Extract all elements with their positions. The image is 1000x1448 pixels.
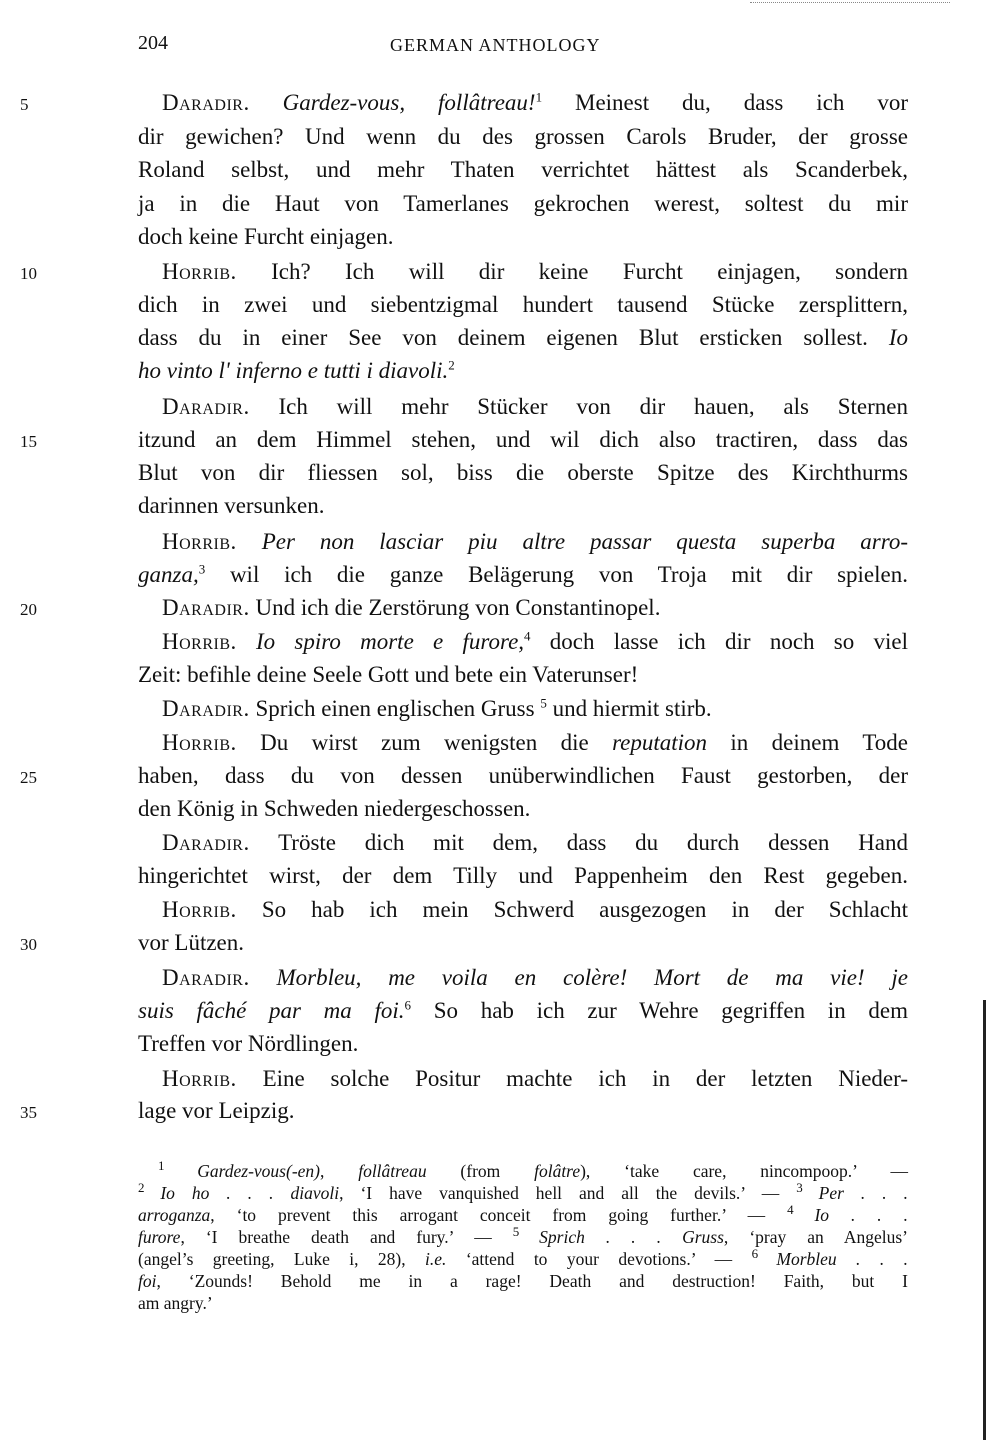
line-text: [138, 794, 908, 824]
text-segment: ganza,: [138, 562, 199, 587]
footnote-segment: , ‘I have vanquished hell and all the devils.’ —: [339, 1183, 797, 1203]
text-segment: So hab ich mein Schwerd ausgezogen in der Schlacht: [236, 897, 908, 922]
text-line: [20, 928, 908, 958]
text-segment: vor Lützen.: [138, 930, 245, 955]
line-text: [138, 458, 908, 488]
line-number: 35: [20, 1103, 37, 1122]
text-segment: [250, 965, 277, 990]
line-text: [138, 761, 908, 791]
text-segment: So hab ich zur Wehre gegriffen in dem: [411, 998, 908, 1023]
text-segment: wil ich die ganze Belägerung von Troja mit dir spielen.: [205, 562, 908, 587]
footnote-segment: Sprich . . . Gruss: [539, 1227, 724, 1247]
footnote-segment: am angry.’: [138, 1293, 213, 1313]
line-text: [138, 527, 908, 557]
text-segment: Sprich einen englischen Gruss: [249, 696, 541, 721]
running-title: GERMAN ANTHOLOGY: [390, 35, 601, 55]
line-number: 15: [20, 432, 37, 451]
text-line: [20, 88, 908, 118]
text-segment: lage vor Leipzig.: [138, 1098, 295, 1123]
line-text: [138, 895, 908, 925]
footnote-line: [138, 1270, 908, 1292]
text-segment: Und ich die Zerstörung von Constantinopel.: [249, 595, 661, 620]
footnote-segment: , ‘pray an Angelus’: [723, 1227, 909, 1247]
footnote-segment: , ‘I breathe death and fury.’ —: [180, 1227, 513, 1247]
line-text: [138, 323, 908, 353]
text-segment: Treffen vor Nördlingen.: [138, 1031, 359, 1056]
text-segment: Ich will mehr Stücker von dir hauen, als Sternen: [249, 394, 908, 419]
speaker-name: Daradir.: [162, 696, 250, 721]
footnote-segment: arroganza: [138, 1205, 211, 1225]
footnote-ref: 5: [540, 695, 547, 711]
text-line: [138, 1029, 908, 1059]
text-line: [138, 189, 908, 219]
text-line: [138, 155, 908, 185]
text-line: [20, 257, 908, 287]
text-line: [138, 290, 908, 320]
text-segment: Io spiro morte e furore,: [256, 629, 525, 654]
footnote-number: 3: [796, 1180, 819, 1196]
footnote-number: 4: [787, 1202, 815, 1218]
text-line: [20, 761, 908, 791]
line-text: [138, 222, 908, 252]
text-segment: Morbleu, me voila en colère! Mort de ma vie! je: [276, 965, 908, 990]
line-text: [138, 356, 908, 386]
line-text: [138, 627, 908, 657]
text-line: [20, 593, 908, 623]
text-line: [138, 627, 908, 657]
text-line: [138, 122, 908, 152]
line-text: [138, 290, 908, 320]
footnote-line: [138, 1248, 908, 1270]
footnote-ref: 3: [198, 561, 206, 577]
text-segment: den König in Schweden niedergeschossen.: [138, 796, 531, 821]
text-line: [138, 222, 908, 252]
footnote-line: [158, 1160, 908, 1182]
text-line: [20, 1096, 908, 1126]
footnote-segment: (from: [426, 1161, 535, 1181]
footnote-segment: ), ‘take care, nincompoop.’ —: [580, 1161, 908, 1181]
footnote-line: [138, 1204, 908, 1226]
text-segment: Tröste dich mit dem, dass du durch dessen Hand: [249, 830, 908, 855]
line-text: [138, 660, 908, 690]
scan-artifact: [750, 2, 950, 3]
text-segment: Zeit: befihle deine Seele Gott und bete ein Vaterunser!: [138, 662, 639, 687]
speaker-name: Horrib.: [162, 897, 237, 922]
footnote-number: 6: [751, 1246, 777, 1262]
text-line: [138, 356, 908, 386]
text-line: [138, 963, 908, 993]
line-text: [138, 122, 908, 152]
line-number: 10: [20, 264, 37, 283]
line-text: [138, 189, 908, 219]
text-segment: in deinem Tode: [707, 730, 908, 755]
text-line: [138, 1064, 908, 1094]
text-segment: doch keine Furcht einjagen.: [138, 224, 394, 249]
line-text: [138, 1029, 908, 1059]
footnote-segment: (angel’s greeting, Luke i, 28),: [138, 1249, 426, 1269]
text-segment: Io: [888, 325, 908, 350]
text-line: [138, 660, 908, 690]
text-segment: Roland selbst, und mehr Thaten verrichtet hättest als Scanderbek,: [138, 157, 908, 182]
line-number: 25: [20, 768, 37, 787]
footnote-segment: foi: [138, 1271, 157, 1291]
text-segment: haben, dass du von dessen unüberwindlichen Faust gestorben, der: [138, 763, 908, 788]
speaker-name: Horrib.: [162, 1066, 237, 1091]
line-text: [138, 593, 908, 623]
speaker-name: Daradir.: [162, 965, 250, 990]
line-text: [138, 491, 908, 521]
text-segment: Ich? Ich will dir keine Furcht einjagen, sondern: [236, 259, 908, 284]
footnote-segment: Io ho . . . diavoli: [160, 1183, 340, 1203]
text-segment: dir gewichen? Und wenn du des grossen Carols Bruder, der grosse: [138, 124, 908, 149]
footnote-segment: furore: [138, 1227, 181, 1247]
text-line: [138, 895, 908, 925]
line-text: [138, 828, 908, 858]
line-text: [138, 392, 908, 422]
line-text: [138, 694, 908, 724]
text-segment: Blut von dir fliessen sol, biss die oberste Spitze des Kirchthurms: [138, 460, 908, 485]
text-segment: [237, 529, 262, 554]
page-edge: [983, 1000, 986, 1440]
footnote-number: 5: [512, 1224, 540, 1240]
text-segment: doch lasse ich dir noch so viel: [530, 629, 908, 654]
line-number: 20: [20, 600, 37, 619]
line-text: [138, 425, 908, 455]
line-text: [138, 88, 908, 118]
footnote-segment: Gardez-vous(-en): [197, 1161, 320, 1181]
text-line: [138, 491, 908, 521]
footnote-segment: , ‘to prevent this arrogant conceit from going further.’ —: [210, 1205, 788, 1225]
text-segment: darinnen versunken.: [138, 493, 325, 518]
footnote-line: [138, 1292, 908, 1314]
footnote-segment: folâtre: [534, 1161, 581, 1181]
speaker-name: Daradir.: [162, 595, 250, 620]
text-segment: ja in die Haut von Tamerlanes gekrochen werest, soltest du mir: [138, 191, 908, 216]
footnote-segment: Per . . .: [818, 1183, 908, 1203]
line-text: [138, 928, 908, 958]
line-text: [138, 1064, 908, 1094]
text-line: [138, 323, 908, 353]
text-segment: itzund an dem Himmel stehen, und wil dich also tractiren, dass das: [138, 427, 908, 452]
line-text: [138, 560, 908, 590]
text-line: [138, 728, 908, 758]
line-text: [138, 996, 908, 1026]
line-text: [138, 257, 908, 287]
footnote-segment: ,: [320, 1161, 359, 1181]
text-segment: Meinest du, dass ich vor: [542, 90, 908, 115]
text-line: [138, 861, 908, 891]
text-segment: Du wirst zum wenigsten die: [236, 730, 613, 755]
text-line: [138, 560, 908, 590]
line-text: [138, 1096, 908, 1126]
text-line: [138, 458, 908, 488]
line-text: [138, 963, 908, 993]
text-segment: [250, 90, 283, 115]
speaker-name: Horrib.: [162, 629, 237, 654]
text-segment: [237, 629, 256, 654]
footnote-segment: follâtreau: [358, 1161, 427, 1181]
footnote-segment: , ‘Zounds! Behold me in a rage! Death and destruction! Faith, but I: [156, 1271, 908, 1291]
text-line: [138, 828, 908, 858]
text-line: [20, 425, 908, 455]
footnote-line: [138, 1226, 908, 1248]
text-segment: dass du in einer See von deinem eigenen Blut ersticken sollest.: [138, 325, 889, 350]
footnote-number: 1: [158, 1158, 198, 1174]
text-line: [138, 392, 908, 422]
line-number: 30: [20, 935, 37, 954]
footnote-ref: 1: [535, 89, 543, 105]
footnote-segment: ‘attend to your devotions.’ —: [446, 1249, 752, 1269]
text-segment: dich in zwei und siebentzigmal hundert tausend Stücke zersplittern,: [138, 292, 908, 317]
speaker-name: Horrib.: [162, 730, 237, 755]
text-line: [138, 527, 908, 557]
text-segment: Per non lasciar piu altre passar questa superba arro-: [261, 529, 908, 554]
line-text: [138, 861, 908, 891]
speaker-name: Daradir.: [162, 830, 250, 855]
speaker-name: Daradir.: [162, 90, 250, 115]
text-segment: und hiermit stirb.: [546, 696, 712, 721]
footnote-segment: i.e.: [425, 1249, 447, 1269]
text-line: [138, 794, 908, 824]
line-number: 5: [20, 95, 29, 114]
text-segment: reputation: [612, 730, 708, 755]
text-segment: ho vinto l' inferno e tutti i diavoli.: [138, 358, 449, 383]
page-number: 204: [138, 32, 168, 54]
speaker-name: Horrib.: [162, 259, 237, 284]
footnote-segment: Io . . .: [814, 1205, 909, 1225]
footnote-number: 2: [138, 1180, 161, 1196]
text-line: [138, 996, 908, 1026]
speaker-name: Horrib.: [162, 529, 237, 554]
footnote-ref: 6: [404, 997, 412, 1013]
text-segment: suis fâché par ma foi.: [138, 998, 405, 1023]
text-line: [138, 694, 908, 724]
footnote-ref: 2: [448, 357, 455, 373]
footnote-segment: Morbleu . . .: [776, 1249, 908, 1269]
text-segment: Gardez-vous, follâtreau!: [282, 90, 536, 115]
footnote-line: [138, 1182, 908, 1204]
text-segment: hingerichtet wirst, der dem Tilly und Pappenheim den Rest gegeben.: [138, 863, 908, 888]
line-text: [138, 728, 908, 758]
speaker-name: Daradir.: [162, 394, 250, 419]
footnote-ref: 4: [524, 628, 531, 644]
line-text: [138, 155, 908, 185]
text-segment: Eine solche Positur machte ich in der letzten Nieder-: [236, 1066, 908, 1091]
